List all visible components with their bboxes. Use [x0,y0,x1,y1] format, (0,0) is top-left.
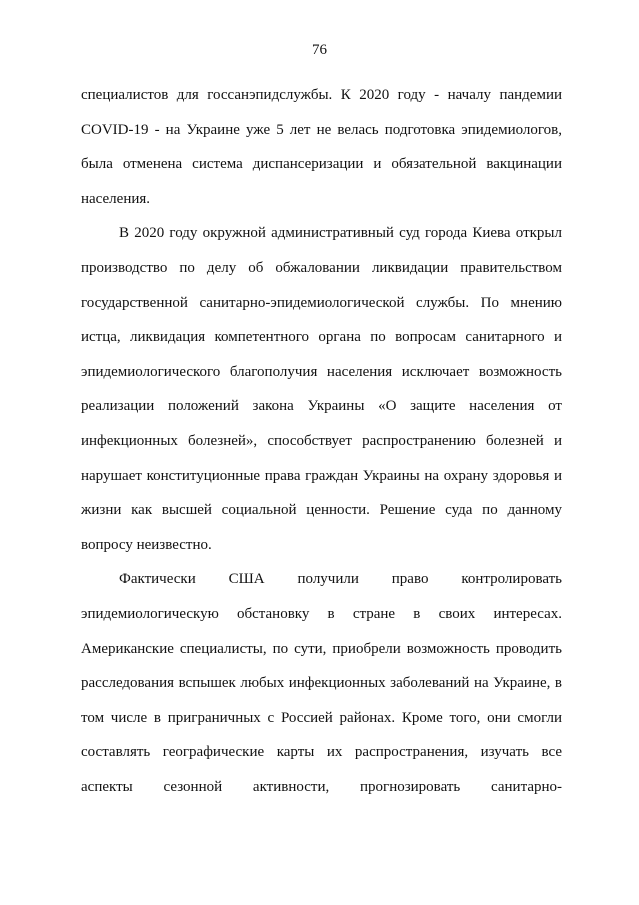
text-line: нарушает конституционные права граждан Украины на охрану здоровья и [81,467,562,484]
text-line: была отменена система диспансеризации и обязательной вакцинации [81,156,562,173]
text-line: вопросу неизвестно. [81,536,212,553]
text-line: эпидемиологическую обстановку в стране в своих интересах. [81,605,562,622]
text-line: аспекты сезонной активности, прогнозировать санитарно- [81,778,562,795]
text-line: производство по делу об обжаловании ликвидации правительством [81,259,562,276]
body-text [81,78,562,804]
text-line: жизни как высшей социальной ценности. Решение суда по данному [81,502,562,519]
text-line: В 2020 году окружной административный суд города Киева открыл [119,225,562,242]
text-line: составлять географические карты их распространения, изучать все [81,744,562,761]
text-line: реализации положений закона Украины «О защите населения от [81,398,562,415]
text-line: истца, ликвидация компетентного органа по вопросам санитарного и [81,329,562,346]
text-line: Американские специалисты, по сути, приобрели возможность проводить [81,640,562,657]
text-line: COVID-19 - на Украине уже 5 лет не велась подготовка эпидемиологов, [81,121,562,138]
text-line: эпидемиологического благополучия населения исключает возможность [81,363,562,380]
text-line: государственной санитарно-эпидемиологической службы. По мнению [81,294,562,311]
page-number: 76 [312,42,327,58]
text-line: расследования вспышек любых инфекционных заболеваний на Украине, в [81,675,562,692]
paragraph [81,216,562,562]
paragraph [81,78,562,216]
text-line: населения. [81,190,151,207]
text-line: специалистов для госсанэпидслужбы. К 2020 году - началу пандемии [81,87,562,103]
text-line: инфекционных болезней», способствует распространению болезней и [81,432,562,449]
paragraph [81,562,562,804]
text-line: Фактически США получили право контролировать [119,571,562,588]
text-line: том числе в приграничных с Россией районах. Кроме того, они смогли [81,709,562,726]
